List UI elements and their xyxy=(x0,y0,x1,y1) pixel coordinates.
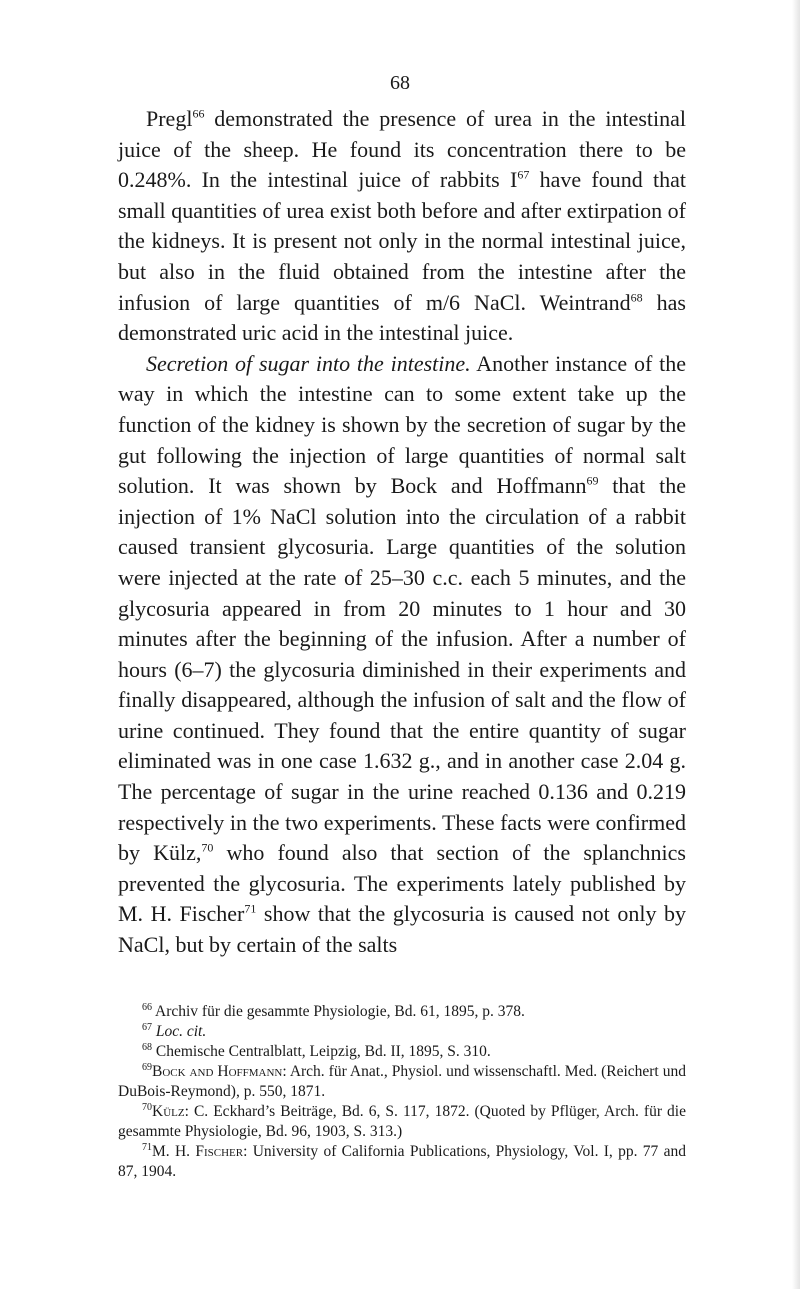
footnote-text: : University of California Publications, Physiology, Vol. I, pp. 77 and 87, 1904. xyxy=(118,1143,686,1180)
footnote-text: Chemische Centralblatt, Leipzig, Bd. II, 1895, S. 310. xyxy=(152,1043,491,1060)
footnote-number: 69 xyxy=(142,1061,152,1073)
footnote-ref: 70 xyxy=(201,840,214,855)
footnotes xyxy=(118,1002,686,1182)
text-run: demonstrated the presence of urea in the intestinal juice of the sheep. He found its concentration there to be 0.248%. In the intestinal juice of rabbits I xyxy=(118,106,686,193)
text-run: has demonstrated uric acid in the intestinal juice. xyxy=(118,289,686,346)
footnote-author: Külz xyxy=(152,1103,185,1120)
footnote-70 xyxy=(118,1102,686,1142)
paragraph-urea xyxy=(118,104,686,349)
page-edge-shadow xyxy=(792,0,800,1289)
footnote-author: Bock and Hoffmann xyxy=(152,1063,283,1080)
footnote-68 xyxy=(118,1042,686,1062)
footnote-66 xyxy=(118,1002,686,1022)
body-text xyxy=(118,104,686,961)
text-run: have found that small quantities of urea exist both before and after extirpation of the kidneys. It is present not only in the normal intestinal juice, but also in the fluid obtained from the intestine after the infusion of large quantities of m/6 NaCl. Weintrand xyxy=(118,167,686,315)
footnote-number: 68 xyxy=(142,1041,152,1053)
text-run: show that the glycosuria is caused not only by NaCl, but by certain of the salts xyxy=(118,901,686,958)
text-run: Pregl xyxy=(146,106,193,131)
footnote-author: M. H. Fischer xyxy=(152,1143,244,1160)
footnote-text: Loc. cit. xyxy=(152,1023,207,1040)
footnote-71 xyxy=(118,1142,686,1182)
footnote-ref: 66 xyxy=(192,106,205,121)
footnote-ref: 68 xyxy=(630,290,643,305)
footnote-ref: 67 xyxy=(517,167,530,182)
footnote-number: 66 xyxy=(142,1001,152,1013)
text-run: who found also that section of the splanchnics prevented the glycosuria. The experiments lately published by M. H. Fischer xyxy=(118,840,686,927)
footnote-number: 70 xyxy=(142,1101,152,1113)
footnote-67 xyxy=(118,1022,686,1042)
footnote-text: : Arch. für Anat., Physiol. und wissenschaftl. Med. (Reichert und DuBois-Reymond), p. 550, 1871. xyxy=(118,1063,686,1100)
footnote-text: Archiv für die gesammte Physiologie, Bd. 61, 1895, p. 378. xyxy=(152,1003,525,1020)
footnote-ref: 71 xyxy=(244,902,257,917)
footnote-number: 67 xyxy=(142,1021,152,1033)
footnote-number: 71 xyxy=(142,1141,152,1153)
footnote-text: : C. Eckhard’s Beiträge, Bd. 6, S. 117, 1872. (Quoted by Pflüger, Arch. für die gesammte Physiologie, Bd. 96, 1903, S. 313.) xyxy=(118,1103,686,1140)
footnote-ref: 69 xyxy=(586,473,599,488)
text-run: Another instance of the way in which the intestine can to some extent take up the function of the kidney is shown by the secretion of sugar by the gut following the injection of large quantities of normal salt solution. It was shown by Bock and Hoffmann xyxy=(118,350,686,499)
page-number: 68 xyxy=(390,72,410,94)
text-run: that the injection of 1% NaCl solution into the circulation of a rabbit caused transient glycosuria. Large quantities of the solution were injected at the rate of 25–30 c.c. each 5 minutes, and the glycosuria appeared in from 20 minutes to 1 hour and 30 minutes after the beginning of the infusion. After a number of hours (6–7) the glycosuria diminished in their experiments and finally disappeared, although the infusion of salt and the flow of urine continued. They found that the entire quantity of sugar eliminated was in one case 1.632 g., and in another case 2.04 g. The percentage of sugar in the urine reached 0.136 and 0.219 respectively in the two experiments. These facts were confirmed by Külz, xyxy=(118,473,686,866)
section-heading: Secretion of sugar into the intestine. xyxy=(146,350,471,376)
footnote-69 xyxy=(118,1062,686,1102)
paragraph-sugar-secretion xyxy=(118,349,686,961)
